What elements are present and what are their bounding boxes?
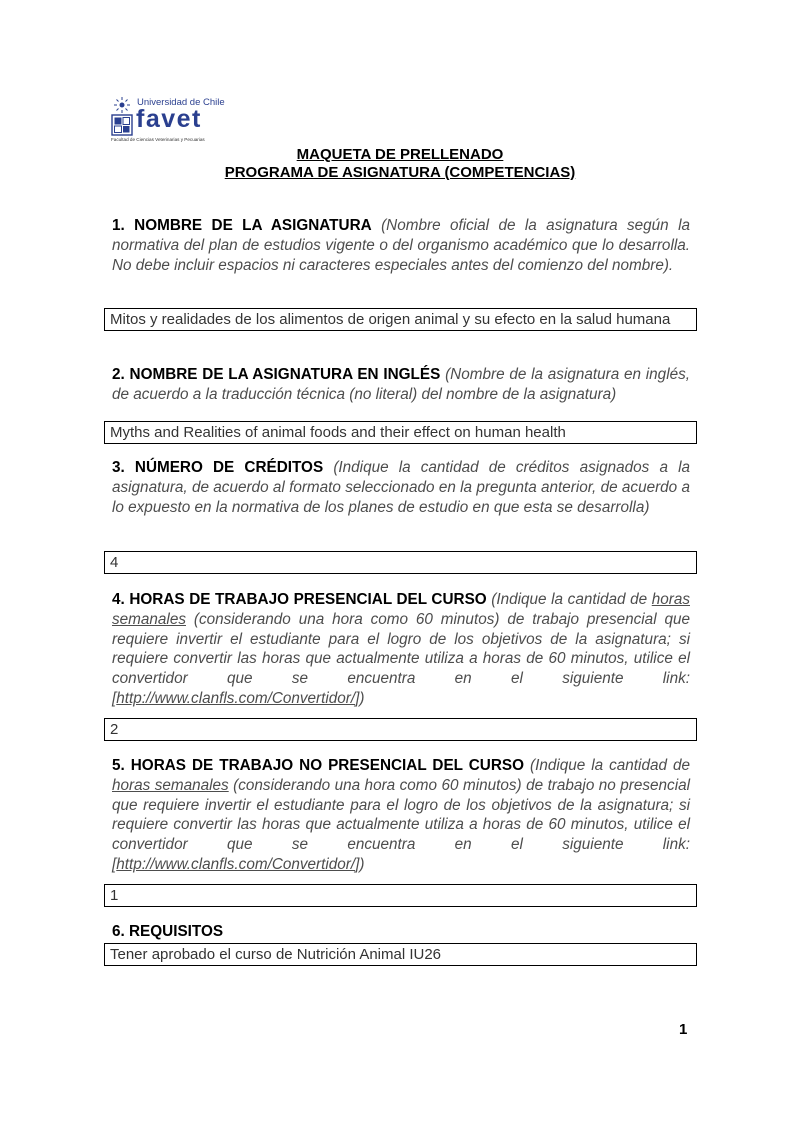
- university-seal-icon: [111, 96, 133, 142]
- page-number: 1: [679, 1021, 688, 1038]
- section-3-description: (Indique la cantidad de créditos asignados a la asignatura, de acuerdo al formato seleccionado en la pregunta anterior, de acuerdo a lo expuesto en la normativa de los planes de estudio en que esta se desarrolla): [112, 459, 691, 516]
- section-1-answer-field[interactable]: Mitos y realidades de los alimentos de origen animal y su efecto en la salud humana: [104, 308, 697, 331]
- section-1-heading: 1. NOMBRE DE LA ASIGNATURA: [112, 217, 372, 234]
- section-3-heading: 3. NÚMERO DE CRÉDITOS: [112, 459, 324, 476]
- section-5-description-end: (considerando una hora como 60 minutos) de trabajo no presencial que requiere invertir el estudiante para el logro de los objetivos de la asignatura; si requiere convertir las horas que actualmente utiliza a horas de 60 minutos, utilice el convertidor que se encuentra en el siguiente link:: [112, 776, 690, 854]
- section-5-prompt: [112, 756, 690, 875]
- section-4-link-close: ]): [355, 689, 365, 707]
- section-4-answer-field[interactable]: 2: [104, 718, 697, 741]
- section-3-answer-field[interactable]: 4: [104, 551, 697, 574]
- logo-brand: favet: [136, 105, 202, 133]
- faculty-logo: [111, 96, 231, 144]
- section-1-description: (Nombre oficial de la asignatura según la normativa del plan de estudios vigente o del organismo académico que lo desarrolla. No debe incluir espacios ni caracteres especiales antes del comienzo del nombre).: [112, 217, 690, 274]
- section-5-link-close: ]): [355, 855, 365, 873]
- section-2-description: (Nombre de la asignatura en inglés, de acuerdo a la traducción técnica (no literal) del nombre de la asignatura): [112, 366, 690, 403]
- document-title-line-2: PROGRAMA DE ASIGNATURA (COMPETENCIAS): [224, 164, 576, 181]
- section-4-heading: 4. HORAS DE TRABAJO PRESENCIAL DEL CURSO: [112, 591, 487, 608]
- section-5-description-start: (Indique la cantidad de: [529, 757, 690, 774]
- section-2-answer-field[interactable]: Myths and Realities of animal foods and their effect on human health: [104, 421, 697, 444]
- section-4-description-start: (Indique la cantidad de: [491, 591, 648, 608]
- logo-subtitle: Facultad de Ciencias Veterinarias y Pecuarias: [111, 137, 205, 142]
- section-1-prompt: [112, 216, 690, 275]
- section-5-answer-field[interactable]: 1: [104, 884, 697, 907]
- document-title-line-1: MAQUETA DE PRELLENADO: [296, 146, 504, 163]
- section-5-heading: 5. HORAS DE TRABAJO NO PRESENCIAL DEL CURSO: [112, 757, 524, 774]
- section-4-link-open: [: [112, 689, 117, 707]
- section-5-converter-link[interactable]: http://www.clanfls.com/Convertidor/: [116, 855, 356, 873]
- section-4-description-end: (considerando una hora como 60 minutos) de trabajo presencial que requiere invertir el estudiante para el logro de los objetivos de la asignatura; si requiere convertir las horas que actualmente utiliza a horas de 60 minutos, utilice el convertidor que se encuentra en el siguiente link:: [112, 610, 690, 688]
- section-6-answer-field[interactable]: Tener aprobado el curso de Nutrición Animal IU26: [104, 943, 697, 966]
- section-2-prompt: [112, 365, 690, 405]
- section-5-link-open: [: [112, 855, 117, 873]
- section-6-prompt: [112, 922, 690, 942]
- section-6-heading: 6. REQUISITOS: [112, 923, 224, 940]
- logo-university-name: Universidad de Chile: [137, 97, 225, 108]
- section-2-heading: 2. NOMBRE DE LA ASIGNATURA EN INGLÉS: [112, 366, 441, 383]
- section-4-converter-link[interactable]: http://www.clanfls.com/Convertidor/: [116, 689, 356, 707]
- section-3-prompt: [112, 458, 690, 517]
- section-4-prompt: [112, 590, 690, 709]
- section-5-underlined-text: horas semanales: [112, 776, 229, 794]
- section-4-underlined-text: horas semanales: [112, 591, 690, 628]
